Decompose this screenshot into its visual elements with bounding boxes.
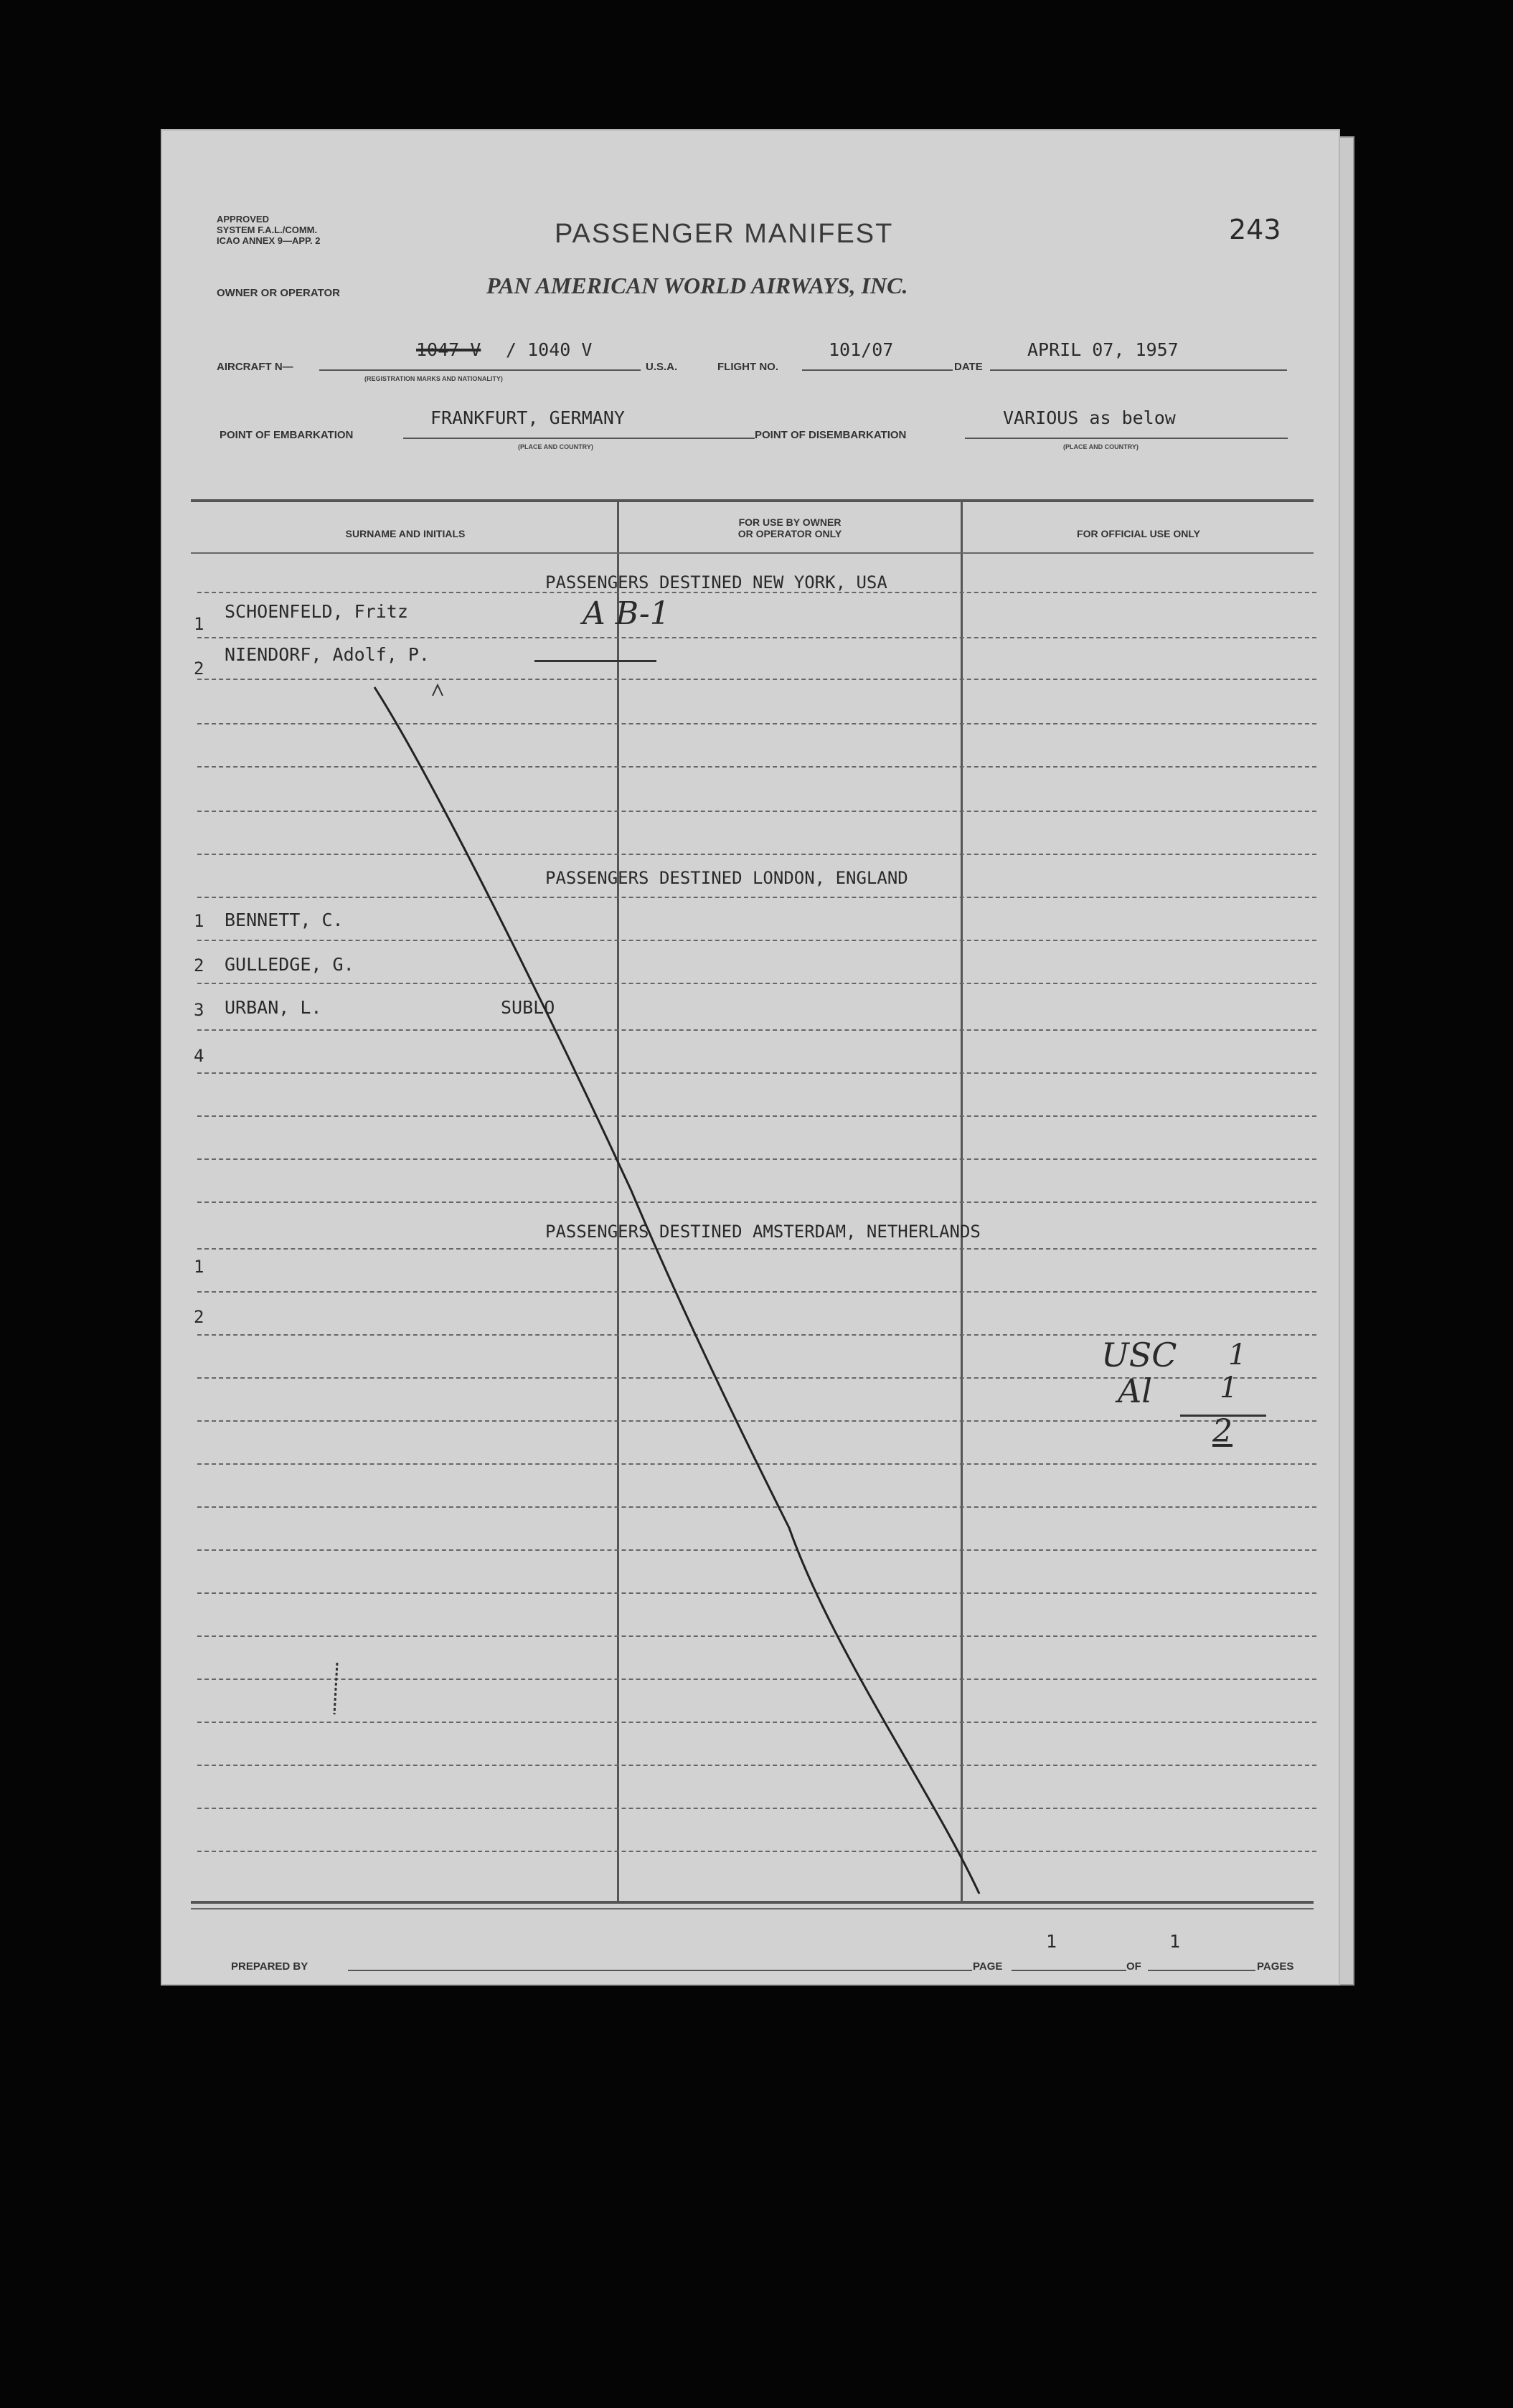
passenger-name: BENNETT, C.: [225, 910, 344, 930]
tally-total: 2: [1212, 1413, 1232, 1450]
form-title: PASSENGER MANIFEST: [555, 219, 894, 249]
disembarkation-label: POINT OF DISEMBARKATION: [755, 429, 907, 441]
row-number: 2: [194, 658, 204, 679]
pages-label: PAGES: [1257, 1960, 1294, 1973]
owner-value: PAN AMERICAN WORLD AIRWAYS, INC.: [486, 273, 908, 298]
disembarkation-value: VARIOUS as below: [1003, 407, 1176, 428]
embarkation-value: FRANKFURT, GERMANY: [430, 407, 625, 428]
row-number: 1: [194, 911, 204, 931]
usa-label: U.S.A.: [646, 361, 678, 373]
approval-note: APPROVED SYSTEM F.A.L./COMM. ICAO ANNEX 9—APP. 2: [217, 214, 321, 246]
row-number: 2: [194, 955, 204, 976]
embarkation-label: POINT OF EMBARKATION: [220, 429, 354, 441]
passenger-note: SUBLO: [501, 997, 555, 1018]
flight-value: 101/07: [829, 339, 894, 360]
aircraft-sublabel: (REGISTRATION MARKS AND NATIONALITY): [364, 375, 503, 382]
owner-label: OWNER OR OPERATOR: [217, 287, 340, 299]
of-label: OF: [1126, 1960, 1141, 1973]
date-label: DATE: [954, 361, 983, 373]
column-header-official-use: FOR OFFICIAL USE ONLY: [1077, 528, 1200, 539]
of-value: 1: [1169, 1931, 1181, 1952]
prepared-by-label: PREPARED BY: [231, 1960, 308, 1973]
of-line: [1148, 1970, 1255, 1971]
handwritten-visa-code: A B-1: [583, 595, 670, 632]
section-heading-london: PASSENGERS DESTINED LONDON, ENGLAND: [545, 868, 908, 888]
section-heading-new-york: PASSENGERS DESTINED NEW YORK, USA: [545, 572, 887, 592]
passenger-name: NIENDORF, Adolf, P.: [225, 644, 430, 665]
row-number: 4: [194, 1046, 204, 1066]
row-number: 1: [194, 1257, 204, 1277]
date-value: APRIL 07, 1957: [1027, 339, 1179, 360]
passenger-name: GULLEDGE, G.: [225, 954, 354, 975]
row-number: 3: [194, 1000, 204, 1020]
page-label: PAGE: [973, 1960, 1003, 1973]
passenger-name: SCHOENFELD, Fritz: [225, 601, 408, 622]
row-number: 1: [194, 614, 204, 634]
page-line: [1012, 1970, 1126, 1971]
section-heading-amsterdam: PASSENGERS DESTINED AMSTERDAM, NETHERLANDS: [545, 1222, 981, 1242]
aircraft-label: AIRCRAFT N—: [217, 361, 293, 373]
prepared-by-line: [348, 1970, 972, 1971]
tally-usc-count: 1: [1228, 1338, 1247, 1371]
page-value: 1: [1046, 1931, 1057, 1952]
tally-al-label: Al: [1118, 1371, 1152, 1410]
tally-usc-label: USC: [1101, 1336, 1177, 1374]
flight-label: FLIGHT NO.: [717, 361, 778, 373]
aircraft-struck-value: 1047 V: [416, 339, 481, 360]
column-header-owner-use: FOR USE BY OWNER OR OPERATOR ONLY: [737, 516, 842, 539]
passenger-name: URBAN, L.: [225, 997, 322, 1018]
handwritten-page-number: 243: [1229, 214, 1281, 245]
column-header-surname: SURNAME AND INITIALS: [345, 528, 466, 539]
tally-al-count: 1: [1220, 1371, 1238, 1404]
row-number: 2: [194, 1307, 204, 1327]
disembarkation-sublabel: (PLACE AND COUNTRY): [1063, 443, 1139, 450]
embarkation-sublabel: (PLACE AND COUNTRY): [518, 443, 593, 450]
aircraft-value: / 1040 V: [506, 339, 593, 360]
